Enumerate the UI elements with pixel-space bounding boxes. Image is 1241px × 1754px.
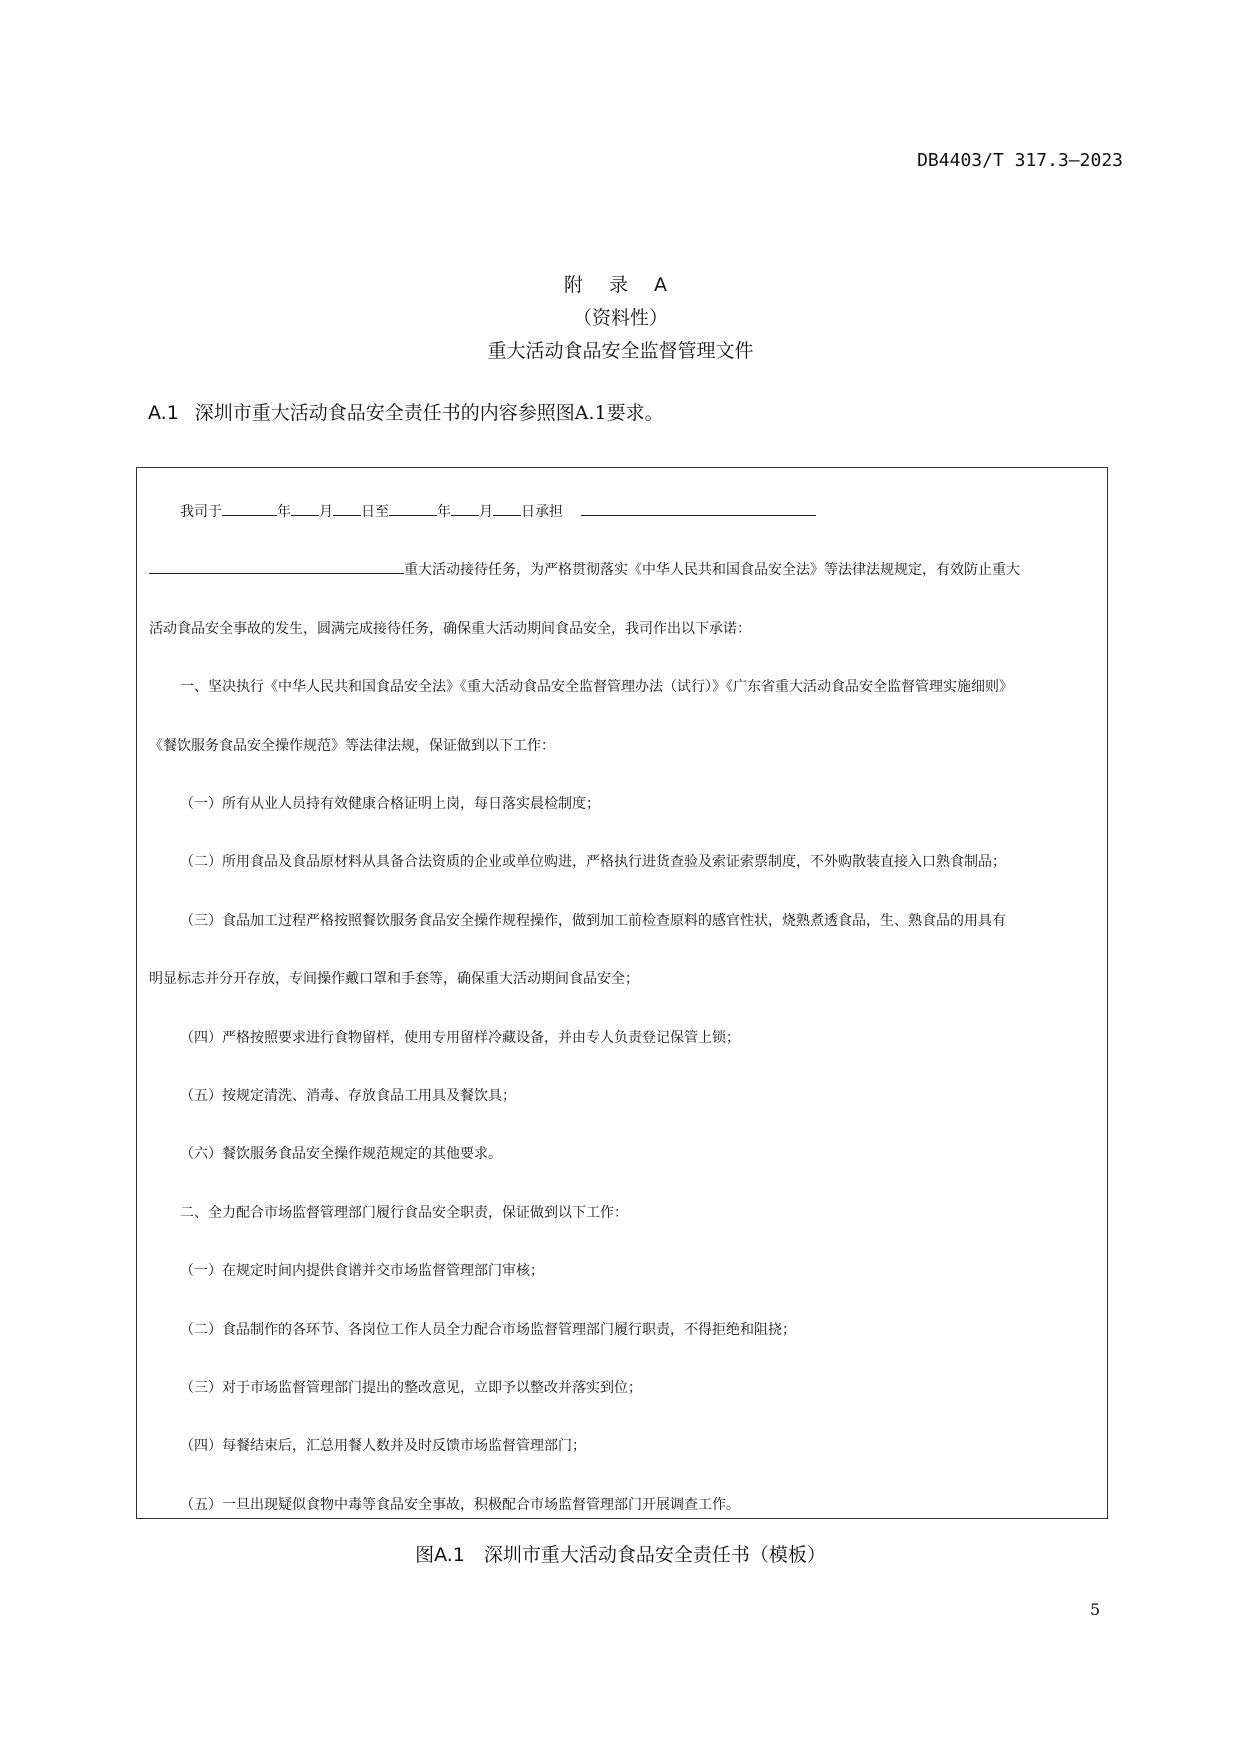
clause-number: A.1 (148, 402, 179, 424)
form-line: （六）餐饮服务食品安全操作规范规定的其他要求。 (180, 1146, 502, 1162)
text: 月 (319, 504, 333, 520)
blank-year (222, 501, 277, 516)
blank-month (291, 501, 319, 516)
text: 我司于 (180, 504, 222, 520)
form-line: （一）所有从业人员持有效健康合格证明上岗，每日落实晨检制度； (180, 796, 600, 812)
blank-day (333, 501, 361, 516)
document-code: DB4403/T 317.3—2023 (917, 150, 1123, 171)
form-line: （二）食品制作的各环节、各岗位工作人员全力配合市场监督管理部门履行职责，不得拒绝和阻挠； (180, 1322, 796, 1338)
text: 年 (277, 504, 291, 520)
form-line: 一、坚决执行《中华人民共和国食品安全法》《重大活动食品安全监督管理办法（试行）》《广东省重大活动食品安全监督管理实施细则》 (180, 679, 1013, 695)
appendix-type: （资料性） (572, 307, 668, 329)
form-line (149, 559, 1020, 579)
blank-day (493, 501, 521, 516)
text: 日至 (361, 504, 389, 520)
clause-a1 (148, 398, 664, 425)
text: 重大活动接待任务，为严格贯彻落实《中华人民共和国食品安全法》等法律法规规定，有效防止重大 (404, 562, 1020, 578)
form-line: 二、全力配合市场监督管理部门履行食品安全职责，保证做到以下工作： (180, 1205, 628, 1221)
text: 月 (479, 504, 493, 520)
figure-caption: 图A.1 深圳市重大活动食品安全责任书（模板） (415, 1544, 826, 1566)
appendix-label: 附 录 A (563, 274, 678, 296)
form-line: （四）严格按照要求进行食物留样，使用专用留样冷藏设备，并由专人负责登记保管上锁； (180, 1030, 740, 1046)
form-line-dates (180, 501, 816, 521)
appendix-title: 重大活动食品安全监督管理文件 (487, 340, 754, 362)
form-line: （五）一旦出现疑似食物中毒等食品安全事故，积极配合市场监督管理部门开展调查工作。 (180, 1497, 740, 1513)
form-line: （二）所用食品及食品原材料从具备合法资质的企业或单位购进，严格执行进货查验及索证索票制度，不外购散装直接入口熟食制品； (180, 854, 1006, 870)
responsibility-letter-template (136, 467, 1108, 1519)
blank-month (451, 501, 479, 516)
form-line: （三）对于市场监督管理部门提出的整改意见，立即予以整改并落实到位； (180, 1380, 642, 1396)
blank-event-name (149, 559, 404, 574)
blank-year (389, 501, 437, 516)
text: 日承担 (521, 504, 563, 520)
form-line: 活动食品安全事故的发生，圆满完成接待任务，确保重大活动期间食品安全，我司作出以下承诺： (149, 621, 751, 637)
clause-text: 深圳市重大活动食品安全责任书的内容参照图A.1要求。 (194, 402, 664, 424)
form-line: （四）每餐结束后，汇总用餐人数并及时反馈市场监督管理部门； (180, 1438, 586, 1454)
form-line: （三）食品加工过程严格按照餐饮服务食品安全操作规程操作，做到加工前检查原料的感官性状，烧熟煮透食品，生、熟食品的用具有 (180, 913, 1006, 929)
form-line: 《餐饮服务食品安全操作规范》等法律法规，保证做到以下工作： (149, 738, 555, 754)
text: 年 (437, 504, 451, 520)
form-line: （五）按规定清洗、消毒、存放食品工用具及餐饮具； (180, 1088, 516, 1104)
form-line: 明显标志并分开存放，专间操作戴口罩和手套等，确保重大活动期间食品安全； (149, 971, 639, 987)
page-number: 5 (1090, 1600, 1101, 1619)
blank-event (581, 501, 816, 516)
form-line: （一）在规定时间内提供食谱并交市场监督管理部门审核； (180, 1263, 544, 1279)
